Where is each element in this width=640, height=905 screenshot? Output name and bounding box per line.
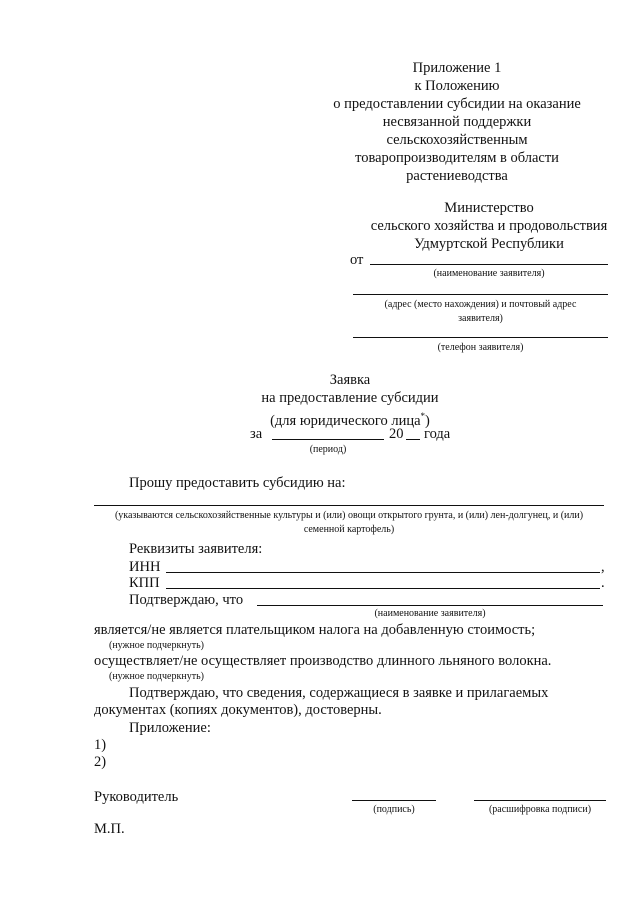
attachment-2: 2) [94, 754, 107, 770]
crops-field[interactable] [94, 505, 604, 506]
recipient-line-3: Удмуртской Республики [414, 236, 564, 252]
appendix-line-5: сельскохозяйственным [386, 132, 528, 148]
confirm2-line-2: документах (копиях документов), достоверны. [94, 702, 382, 718]
applicant-name-field[interactable] [370, 264, 608, 265]
underline-hint-1: (нужное подчеркнуть) [109, 640, 204, 651]
applicant-phone-field[interactable] [353, 337, 608, 338]
year-field[interactable] [406, 439, 420, 440]
kpp-label: КПП [129, 575, 160, 591]
crops-hint-2: семенной картофель) [303, 524, 395, 535]
appendix-line-1: Приложение 1 [412, 60, 502, 76]
confirm-name-field[interactable] [257, 605, 603, 606]
title-line-2: на предоставление субсидии [261, 390, 439, 406]
underline-hint-2: (нужное подчеркнуть) [109, 671, 204, 682]
head-label: Руководитель [94, 789, 179, 805]
stamp-label: М.П. [94, 821, 125, 837]
request-text: Прошу предоставить субсидию на: [129, 475, 346, 491]
phone-hint: (телефон заявителя) [437, 342, 524, 353]
period-year-prefix: 20 [389, 426, 404, 442]
inn-field[interactable] [166, 572, 600, 573]
period-hint: (период) [309, 444, 347, 455]
address-hint-1: (адрес (место нахождения) и почтовый адрес [384, 299, 577, 310]
kpp-end: . [601, 575, 605, 591]
appendix-line-2: к Положению [414, 78, 500, 94]
confirm2-line-1: Подтверждаю, что сведения, содержащиеся в заявке и прилагаемых [129, 685, 549, 701]
inn-end: , [601, 559, 605, 575]
attachment-1: 1) [94, 737, 107, 753]
requisites-label: Реквизиты заявителя: [129, 541, 263, 557]
signature-field[interactable] [352, 800, 436, 801]
decode-hint: (расшифровка подписи) [488, 804, 592, 815]
appendix-line-6: товаропроизводителям в области [355, 150, 559, 166]
recipient-line-1: Министерство [444, 200, 534, 216]
title-line-1: Заявка [329, 372, 371, 388]
vat-text: является/не является плательщиком налога на добавленную стоимость; [94, 622, 536, 638]
appendix-line-4: несвязанной поддержки [382, 114, 532, 130]
signature-decode-field[interactable] [474, 800, 606, 801]
confirm-hint: (наименование заявителя) [374, 608, 486, 619]
attachments-label: Приложение: [129, 720, 211, 736]
appendix-line-3: о предоставлении субсидии на оказание [333, 96, 581, 112]
confirm-label: Подтверждаю, что [129, 592, 244, 608]
applicant-name-hint: (наименование заявителя) [433, 268, 545, 279]
title-line-3: (для юридического лица*) [270, 411, 430, 429]
crops-hint-1: (указываются сельскохозяйственные культуры и (или) овощи открытого грунта, и (или) лен-долгунец, и (или) [114, 510, 584, 521]
address-hint-2: заявителя) [458, 313, 503, 324]
footnote-mark: * [420, 411, 426, 421]
sign-hint: (подпись) [373, 804, 415, 815]
period-field[interactable] [272, 439, 384, 440]
period-suffix: года [424, 426, 451, 442]
flax-text: осуществляет/не осуществляет производство длинного льняного волокна. [94, 653, 552, 669]
period-prefix: за [250, 426, 263, 442]
recipient-line-2: сельского хозяйства и продовольствия [370, 218, 608, 234]
from-label: от [350, 252, 364, 268]
applicant-address-field[interactable] [353, 294, 608, 295]
kpp-field[interactable] [166, 588, 600, 589]
inn-label: ИНН [129, 559, 161, 575]
appendix-line-7: растениеводства [406, 168, 508, 184]
